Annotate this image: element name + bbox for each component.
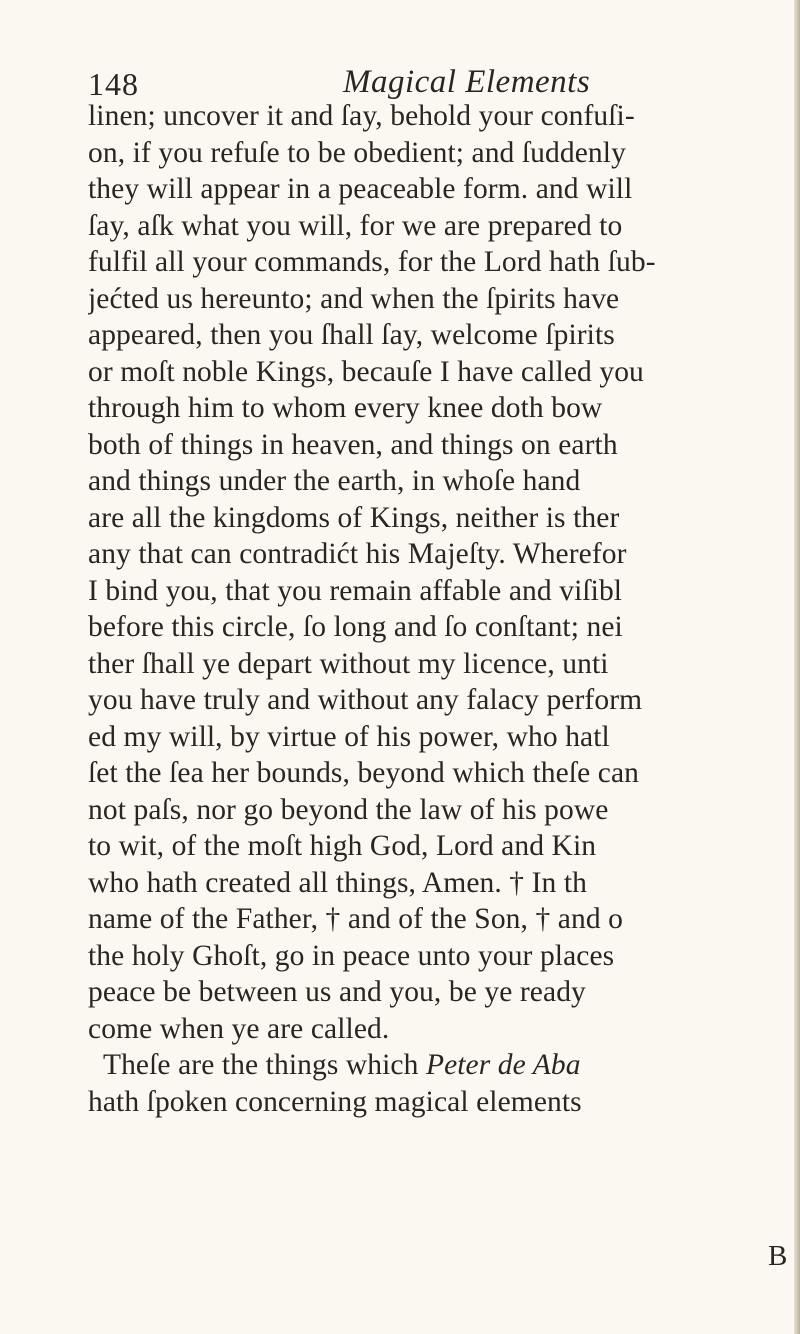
text-line: ther ſhall ye depart without my licence, unti (88, 647, 609, 680)
catchword: B (768, 1240, 788, 1272)
text-line: jećted us hereunto; and when the ſpirits have (88, 282, 620, 315)
text-line: appeared, then you ſhall ſay, welcome ſpirits (88, 319, 615, 351)
text-line: ed my will, by virtue of his power, who hatl (88, 720, 610, 753)
text-line: through him to whom every knee doth bow (88, 392, 603, 424)
line-prefix: Theſe are the things which (102, 1049, 426, 1081)
text-line: not paſs, nor go beyond the law of his powe (88, 793, 609, 826)
text-line-with-italic-name (88, 1047, 800, 1084)
text-line: come when ye are called. (88, 1012, 390, 1045)
text-line: linen; uncover it and ſay, behold your confuſi- (88, 100, 635, 132)
page-number: 148 (88, 66, 139, 102)
text-line: on, if you refuſe to be obedient; and ſuddenly (88, 136, 626, 169)
body-text (88, 98, 800, 1120)
text-line: the holy Ghoſt, go in peace unto your places (88, 939, 615, 972)
text-line: or moſt noble Kings, becauſe I have called you (88, 355, 644, 388)
text-line: who hath created all things, Amen. † In th (88, 866, 588, 899)
text-line: any that can contradićt his Majeſty. Wherefor (88, 538, 627, 570)
text-line: both of things in heaven, and things on earth (88, 428, 618, 461)
text-line: and things under the earth, in whoſe hand (88, 465, 581, 497)
text-line: peace be between us and you, be ye ready (88, 976, 586, 1008)
text-line: name of the Father, † and of the Son, † and o (88, 903, 624, 935)
italic-author-name: Peter de Aba (425, 1049, 581, 1081)
text-line: ſet the ſea her bounds, beyond which theſe can (88, 757, 639, 789)
text-line: hath ſpoken concerning magical elements (88, 1085, 582, 1118)
text-line: are all the kingdoms of Kings, neither is ther (88, 501, 620, 534)
text-line: to wit, of the moſt high God, Lord and Kin (88, 830, 597, 862)
text-line: I bind you, that you remain affable and viſibl (88, 574, 623, 607)
text-line: you have truly and without any falacy perform (88, 684, 643, 716)
running-title: Magical Elements (343, 64, 591, 100)
text-line: fulfil all your commands, for the Lord hath ſub- (88, 246, 656, 278)
text-line: ſay, aſk what you will, for we are prepared to (88, 209, 623, 242)
text-line: before this circle, ſo long and ſo conſtant; nei (88, 611, 623, 643)
text-line: they will appear in a peaceable form. and will (88, 173, 633, 205)
